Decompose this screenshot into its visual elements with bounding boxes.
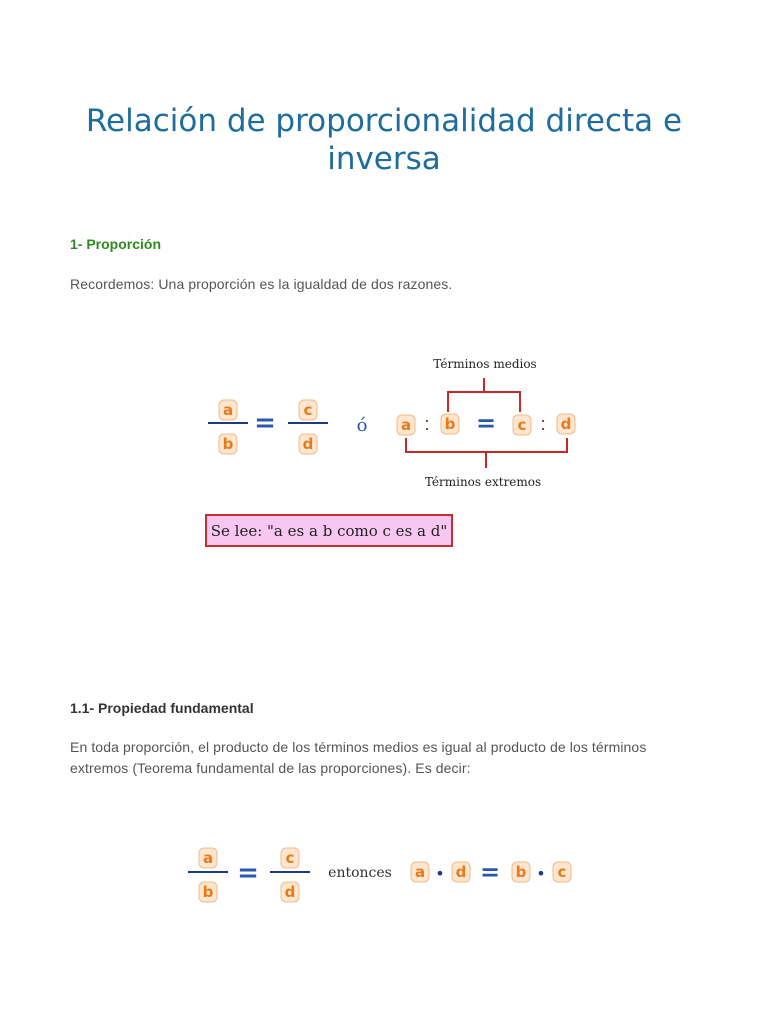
term-letter: d — [284, 883, 296, 901]
term-letter: a — [400, 416, 412, 434]
term-badge-d — [281, 882, 299, 902]
term-badge-c — [299, 400, 317, 420]
term-letter: d — [302, 435, 314, 453]
term-letter: a — [222, 401, 234, 419]
equals-sign: = — [479, 858, 501, 886]
extremos-bracket — [406, 438, 567, 468]
entonces-word: entonces — [328, 865, 392, 881]
reading-box: Se lee: "a es a b como c es a d" — [205, 514, 453, 547]
term-letter: c — [285, 849, 295, 867]
term-badge-b — [512, 862, 530, 882]
term-badge-b — [199, 882, 217, 902]
page-title: Relación de proporcionalidad directa e inversa — [85, 103, 683, 177]
term-badge-c — [281, 848, 299, 868]
equals-sign: = — [475, 409, 497, 437]
fundamental-property-figure — [0, 840, 768, 910]
term-letter: a — [202, 849, 214, 867]
medios-bracket — [448, 378, 520, 412]
label-terminos-extremos: Términos extremos — [424, 475, 542, 489]
term-letter: d — [560, 415, 572, 433]
term-badge-c — [513, 415, 531, 435]
proportion-figure — [0, 340, 768, 510]
term-badge-d — [452, 862, 470, 882]
term-letter: b — [515, 863, 527, 881]
term-badge-d — [299, 434, 317, 454]
term-letter: c — [303, 401, 313, 419]
colon: : — [540, 414, 546, 434]
multiply-dot: • — [435, 864, 445, 883]
term-badge-a — [411, 862, 429, 882]
term-letter: a — [414, 863, 426, 881]
or-word: ó — [356, 415, 368, 436]
term-badge-c — [553, 862, 571, 882]
section-heading-proporcion: 1- Proporción — [70, 236, 162, 252]
term-badge-b — [219, 434, 237, 454]
multiply-dot: • — [536, 864, 546, 883]
term-badge-a — [199, 848, 217, 868]
term-letter: c — [557, 863, 567, 881]
equals-sign: = — [237, 858, 259, 888]
section-text-propiedad: En toda proporción, el producto de los términos medios es igual al producto de los términos extremos (Teorema fundamental de las proporciones). Es decir: — [70, 739, 647, 776]
label-terminos-medios: Términos medios — [433, 357, 537, 371]
colon: : — [424, 414, 430, 434]
term-badge-a — [219, 400, 237, 420]
equals-sign: = — [254, 408, 276, 438]
term-letter: b — [222, 435, 234, 453]
term-badge-b — [441, 414, 459, 434]
section-heading-propiedad: 1.1- Propiedad fundamental — [70, 700, 254, 716]
section-text-proporcion: Recordemos: Una proporción es la igualdad de dos razones. — [70, 276, 453, 292]
term-badge-a — [397, 415, 415, 435]
term-badge-d — [557, 414, 575, 434]
term-letter: d — [455, 863, 467, 881]
term-letter: b — [202, 883, 214, 901]
term-letter: b — [444, 415, 456, 433]
term-letter: c — [517, 416, 527, 434]
